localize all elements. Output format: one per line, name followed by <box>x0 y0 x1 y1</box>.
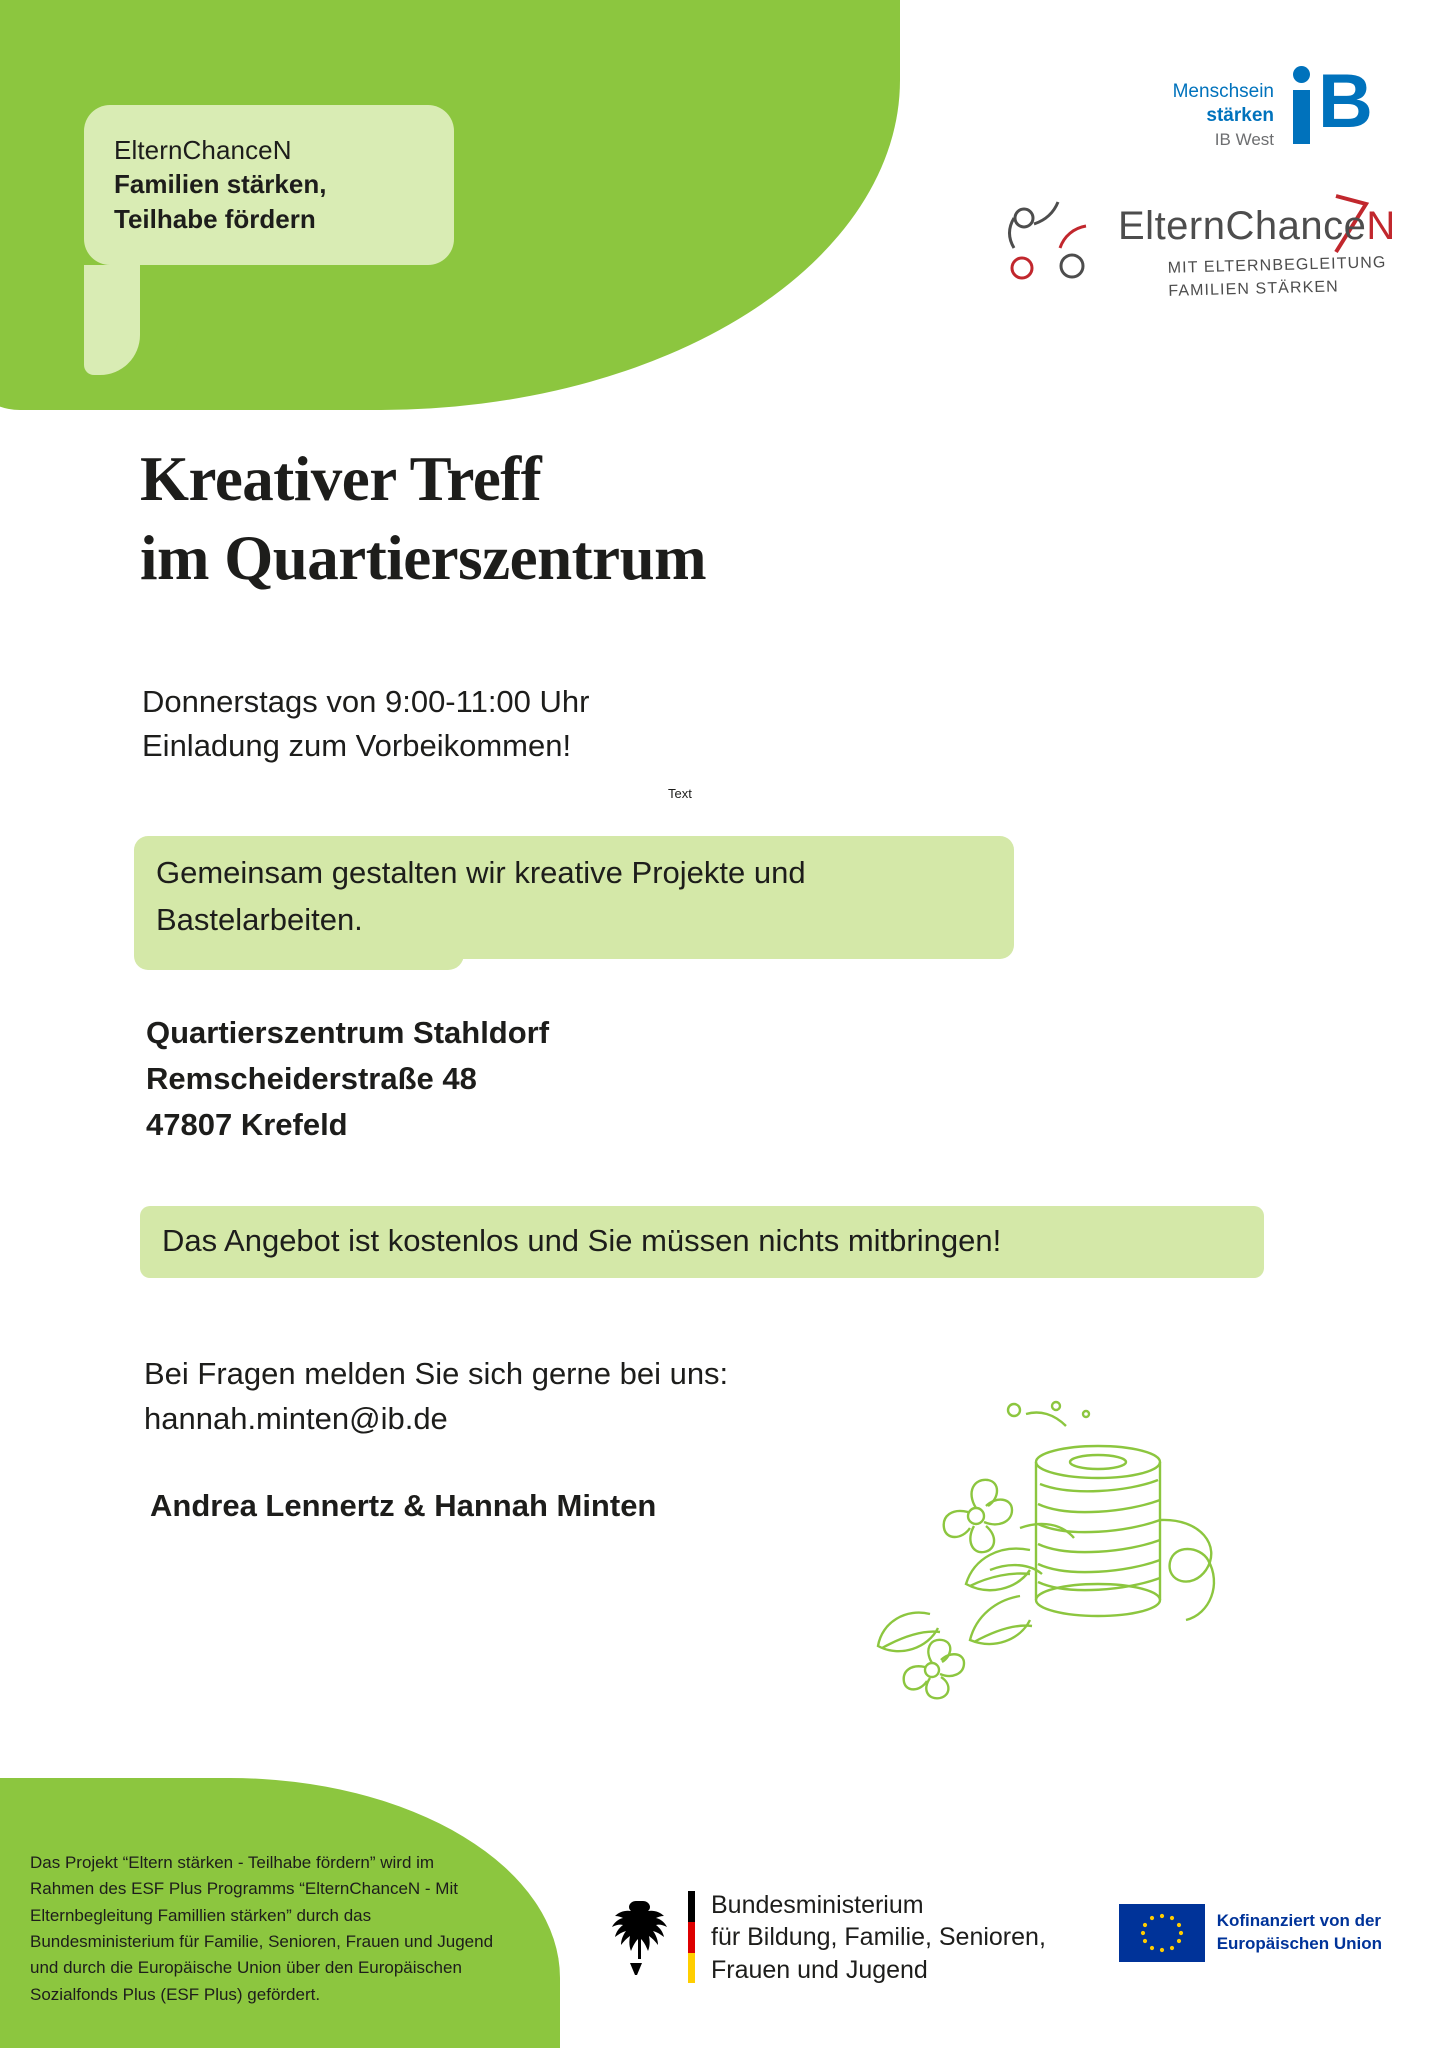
elternchancen-logo-subline-1: MIT ELTERNBEGLEITUNG <box>1167 254 1387 277</box>
venue-address <box>146 1010 549 1148</box>
ib-logo-i-stem <box>1293 90 1310 144</box>
eu-flag-stars <box>1119 1904 1205 1962</box>
german-flag-bars <box>688 1891 695 1983</box>
flag-bar-red <box>688 1922 695 1953</box>
poster-subtitle <box>142 680 942 768</box>
highlight-1-line-1: Gemeinsam gestalten wir kreative Projekte und <box>156 855 806 890</box>
ib-logo-tagline-2: stärken <box>1206 105 1274 127</box>
eu-cofunding-logo <box>1119 1904 1382 1962</box>
poster-subtitle-line-2: Einladung zum Vorbeikommen! <box>142 728 572 764</box>
eu-cofunding-line-2: Europäischen Union <box>1216 1934 1382 1953</box>
elternchancen-logo <box>1000 190 1396 330</box>
ib-logo-b-glyph: B <box>1318 59 1373 144</box>
contact-email[interactable]: hannah.minten@ib.de <box>144 1400 448 1436</box>
program-badge-line1: ElternChanceN <box>114 135 292 165</box>
program-badge-line3: Teilhabe fördern <box>114 203 316 234</box>
program-badge-tail <box>84 265 140 375</box>
poster-title <box>140 440 1040 598</box>
ib-logo-i-dot <box>1293 66 1310 83</box>
program-badge-line2: Familien stärken, <box>114 169 327 200</box>
elternchancen-logo-wordmark <box>1118 204 1396 249</box>
bmbfsfj-logo <box>600 1889 1046 1987</box>
thread-spool-illustration <box>870 1400 1300 1700</box>
flag-bar-black <box>688 1891 695 1922</box>
venue-city: 47807 Krefeld <box>146 1106 348 1142</box>
flag-bar-gold <box>688 1953 695 1984</box>
eu-cofunding-line-1: Kofinanziert von der <box>1216 1911 1382 1931</box>
elternchancen-logo-subline-2: FAMILIEN STÄRKEN <box>1168 278 1340 301</box>
elternchancen-logo-word-red: N <box>1366 204 1396 248</box>
elternchancen-logo-subline <box>1167 251 1387 303</box>
highlight-1-line-2: Bastelarbeiten. <box>156 901 363 937</box>
funding-note: Das Projekt “Eltern stärken - Teilhabe fördern” wird im Rahmen des ESF Plus Programms “ElternChanceN - Mit Elternbegleitung Famillien stärken” durch das Bundesministerium für Familie, Senioren, Frauen und Jugend und durch die Europäische Union über den Europäischen Sozialfonds Plus (ESF Plus) gefördert. <box>30 1852 494 2004</box>
highlight-2: Das Angebot ist kostenlos und Sie müssen nichts mitbringen! <box>140 1206 1264 1278</box>
thread-spool-icon <box>870 1400 1300 1700</box>
venue-name: Quartierszentrum Stahldorf <box>146 1015 550 1050</box>
ib-logo-text <box>1173 66 1274 150</box>
elternchancen-logo-word-dark: ElternChance <box>1118 204 1367 248</box>
ministry-name <box>711 1889 1046 1987</box>
federal-eagle-icon <box>600 1893 672 1981</box>
poster-title-line-1: Kreativer Treff <box>140 444 542 514</box>
poster-title-line-2: im Quartierszentrum <box>140 522 707 593</box>
ministry-name-line-2: für Bildung, Familie, Senioren, <box>711 1923 1046 1951</box>
ib-logo-tagline-1: Menschsein <box>1172 81 1274 102</box>
eu-flag-icon <box>1119 1904 1205 1962</box>
ib-logo <box>1172 59 1384 150</box>
ministry-name-line-1: Bundesministerium <box>711 1890 924 1919</box>
organizer-names: Andrea Lennertz & Hannah Minten <box>150 1488 657 1523</box>
program-badge-card <box>84 105 454 265</box>
highlight-1 <box>134 836 1014 959</box>
ib-logo-region: IB West <box>1214 129 1274 149</box>
eu-cofunding-label <box>1217 1910 1382 1956</box>
ministry-name-line-3: Frauen und Jugend <box>711 1955 928 1984</box>
ib-logo-mark <box>1286 59 1384 144</box>
stray-placeholder-text: Text <box>668 786 692 801</box>
contact-intro: Bei Fragen melden Sie sich gerne bei uns: <box>144 1356 729 1391</box>
venue-street: Remscheiderstraße 48 <box>146 1060 477 1096</box>
poster-subtitle-line-1: Donnerstags von 9:00-11:00 Uhr <box>142 684 590 719</box>
contact-block <box>144 1352 728 1442</box>
